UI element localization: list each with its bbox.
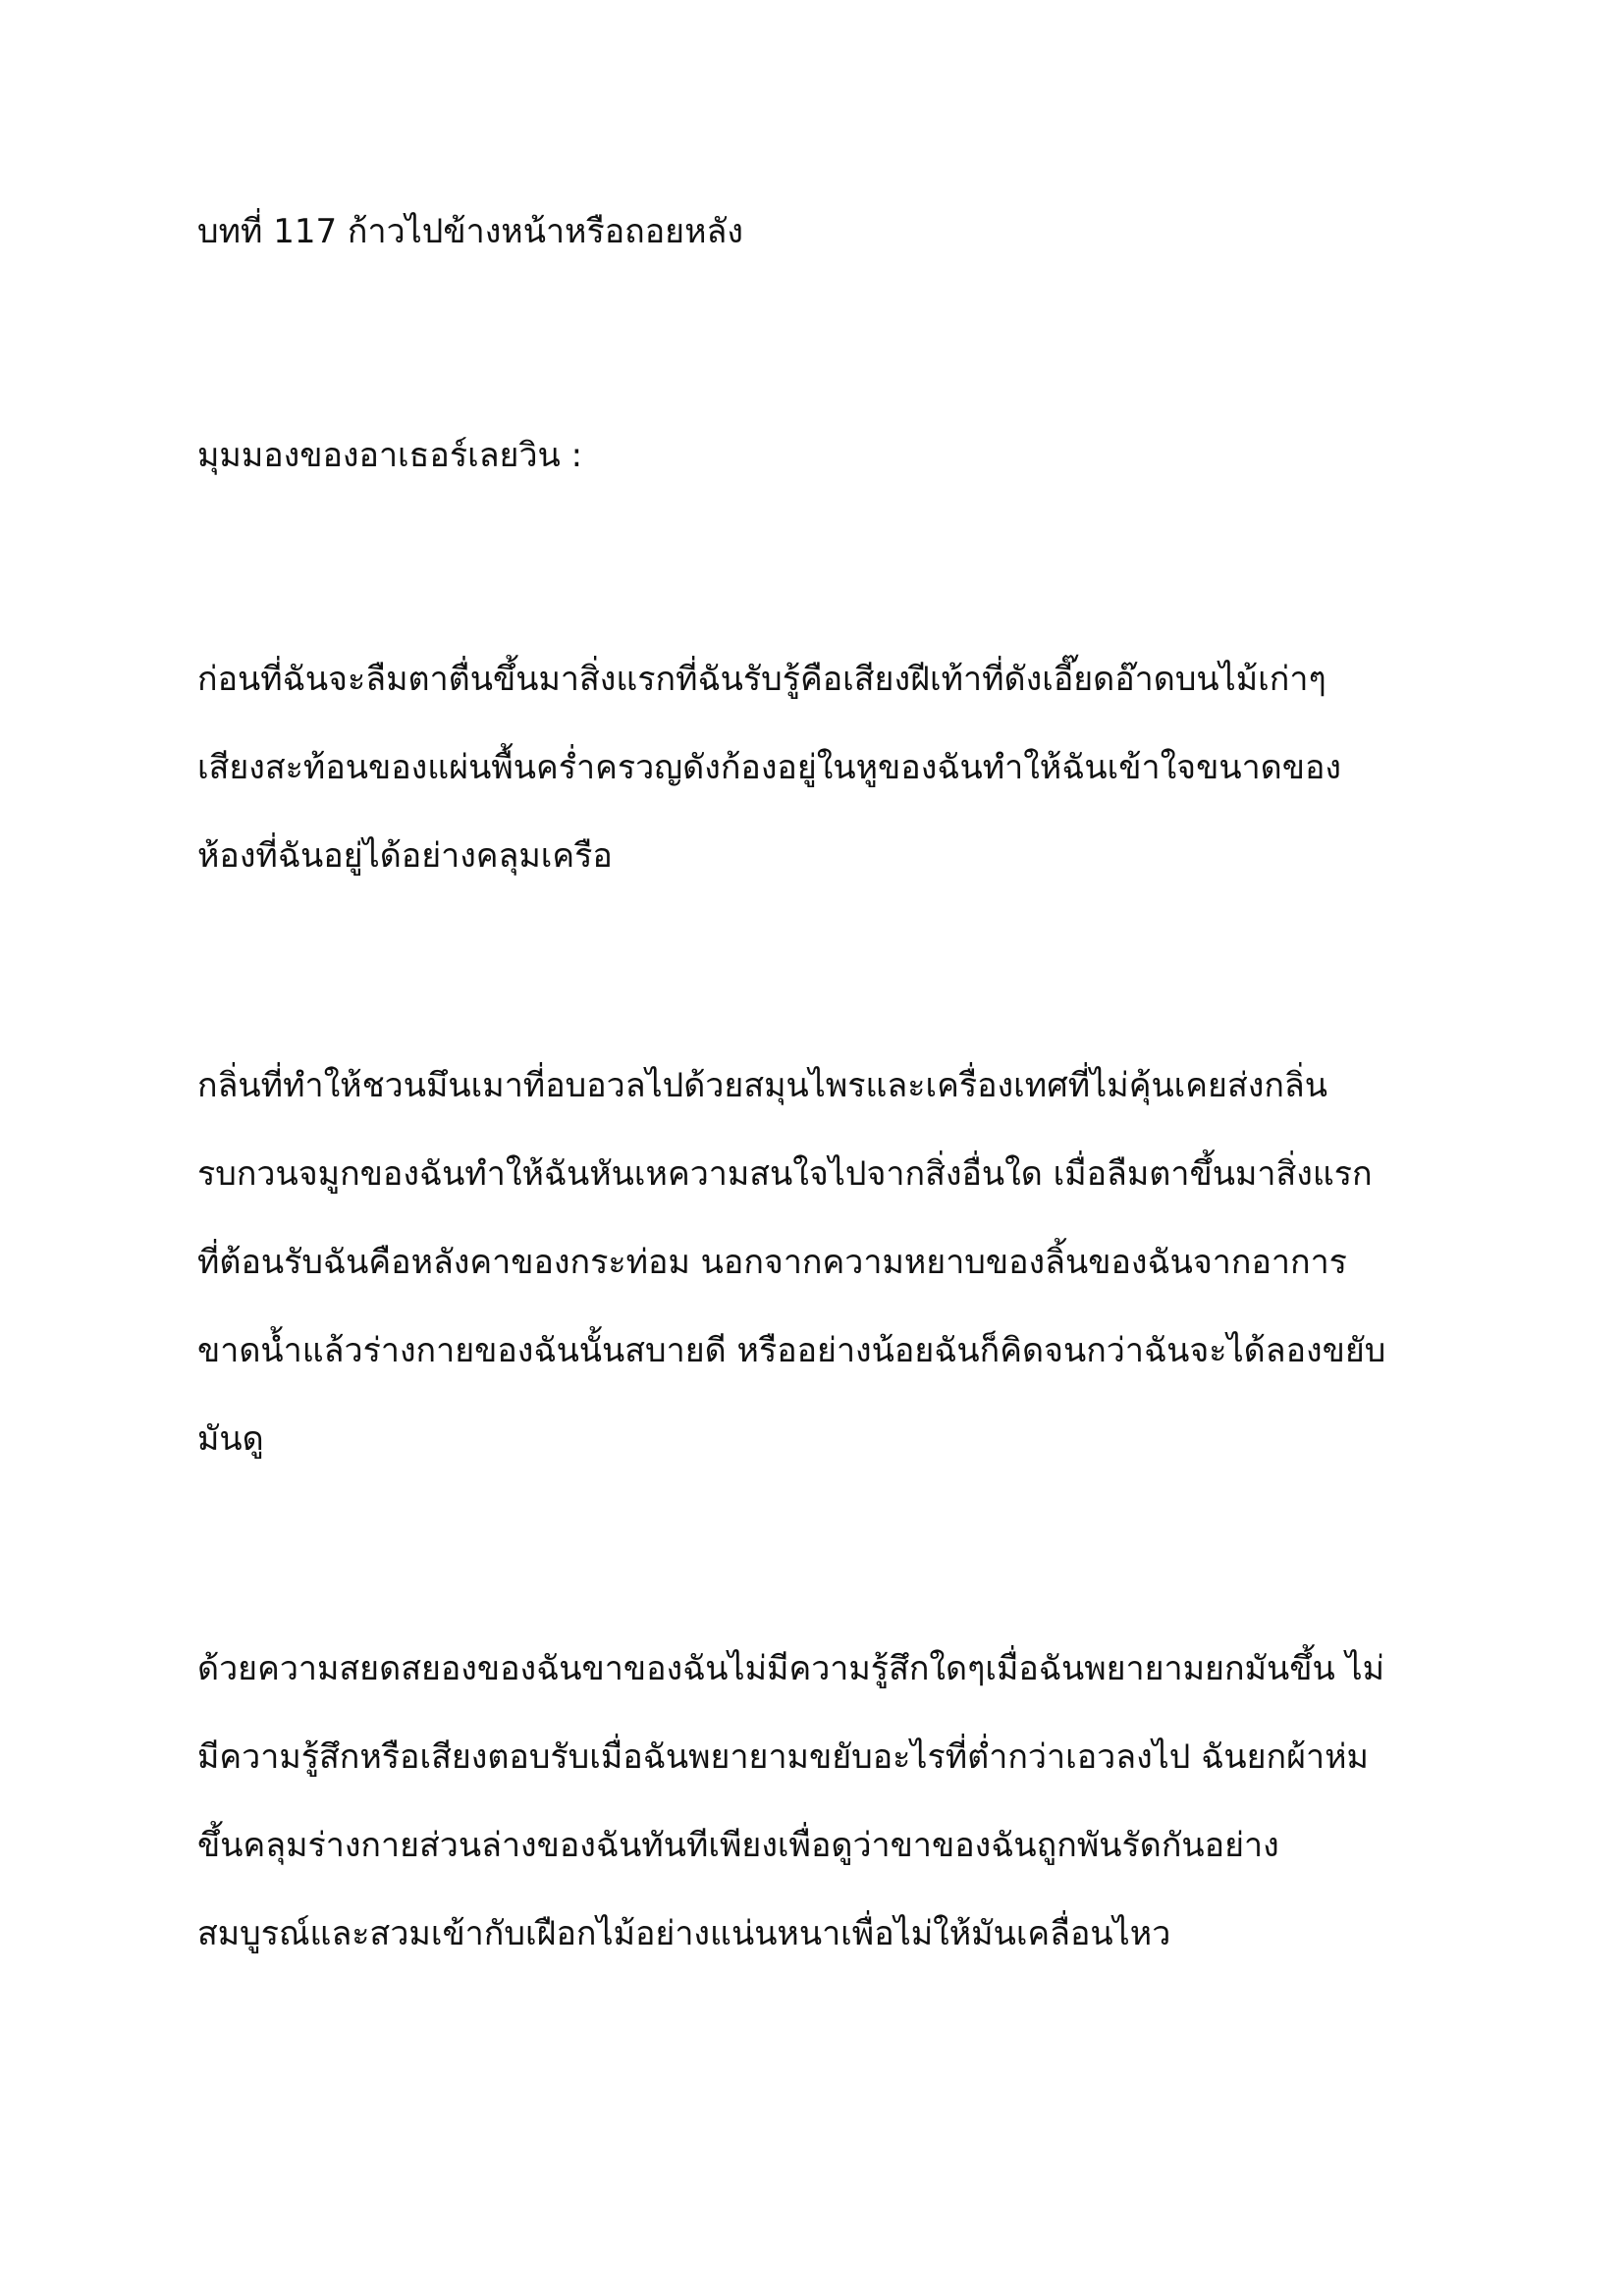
paragraph-line: ที่ต้อนรับฉันคือหลังคาของกระท่อม นอกจากความหยาบของลิ้นของฉันจากอาการ <box>197 1243 1347 1282</box>
paragraph-line: ห้องที่ฉันอยู่ได้อย่างคลุมเครือ <box>197 836 613 876</box>
paragraph-line: ขาดน้ำแล้วร่างกายของฉันนั้นสบายดี หรืออย่างน้อยฉันก็คิดจนกว่าฉันจะได้ลองขยับ <box>197 1331 1386 1370</box>
paragraph-line: กลิ่นที่ทำให้ชวนมึนเมาที่อบอวลไปด้วยสมุนไพรและเครื่องเทศที่ไม่คุ้นเคยส่งกลิ่น <box>197 1066 1327 1105</box>
paragraph-line: รบกวนจมูกของฉันทำให้ฉันหันเหความสนใจไปจากสิ่งอื่นใด เมื่อลืมตาขึ้นมาสิ่งแรก <box>197 1154 1373 1194</box>
paragraph-line: เสียงสะท้อนของแผ่นพื้นคร่ำครวญดังก้องอยู่ในหูของฉันทำให้ฉันเข้าใจขนาดของ <box>197 748 1342 787</box>
paragraph-line: มันดู <box>197 1419 264 1459</box>
paragraph-line: ด้วยความสยดสยองของฉันขาของฉันไม่มีความรู้สึกใดๆเมื่อฉันพยายามยกมันขึ้น ไม่ <box>197 1649 1385 1688</box>
pov-heading: มุมมองของอาเธอร์เลยวิน : <box>197 436 583 475</box>
paragraph-line: สมบูรณ์และสวมเข้ากับเฝือกไม้อย่างแน่นหนาเพื่อไม่ให้มันเคลื่อนไหว <box>197 1914 1171 1953</box>
paragraph-line: ขึ้นคลุมร่างกายส่วนล่างของฉันทันทีเพียงเพื่อดูว่าขาของฉันถูกพันรัดกันอย่าง <box>197 1826 1279 1865</box>
paragraph-line: ก่อนที่ฉันจะลืมตาตื่นขึ้นมาสิ่งแรกที่ฉันรับรู้คือเสียงฝีเท้าที่ดังเอี๊ยดอ๊าดบนไม้เก่าๆ <box>197 660 1326 699</box>
paragraph-line: มีความรู้สึกหรือเสียงตอบรับเมื่อฉันพยายามขยับอะไรที่ต่ำกว่าเอวลงไป ฉันยกผ้าห่ม <box>197 1737 1369 1777</box>
chapter-title: บทที่ 117 ก้าวไปข้างหน้าหรือถอยหลัง <box>197 212 743 251</box>
